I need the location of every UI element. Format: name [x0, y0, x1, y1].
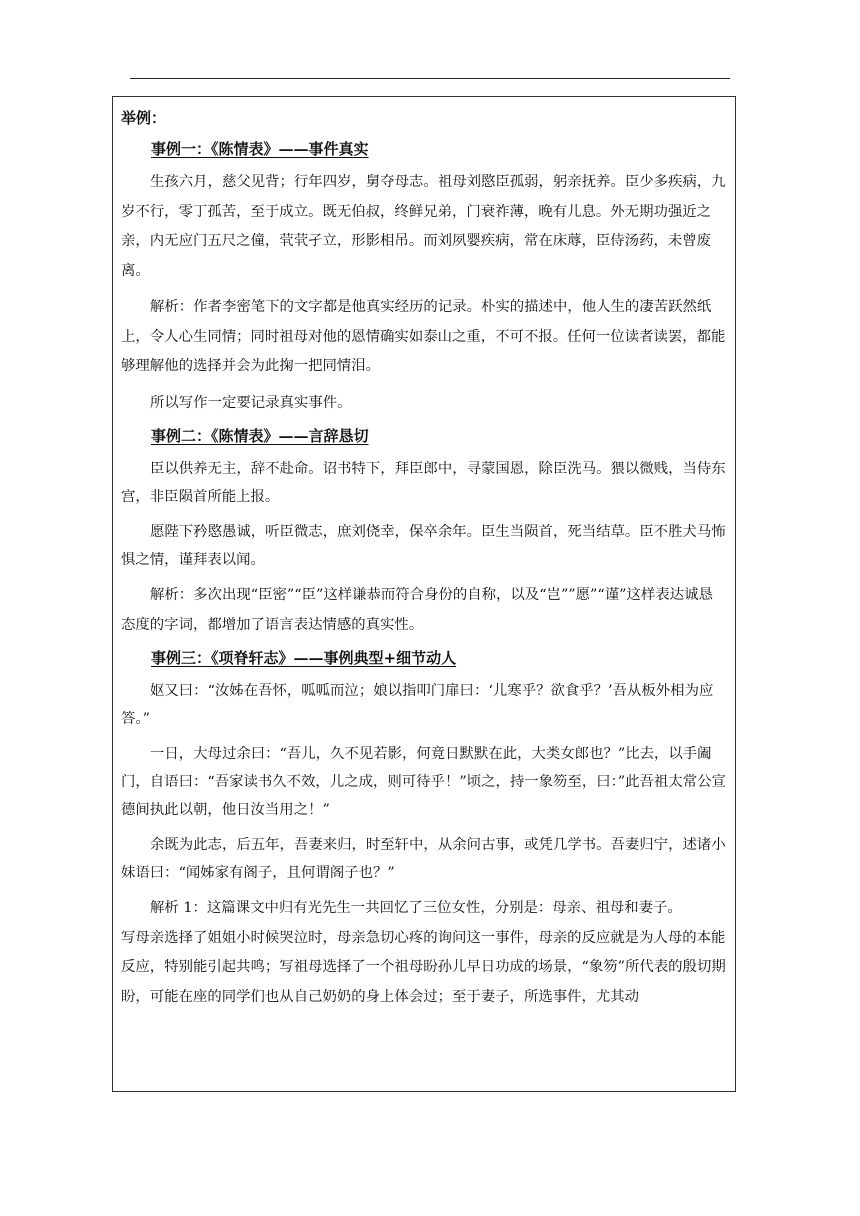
example-1-title: 事例一：《陈情表》——事件真实 [151, 140, 369, 158]
example-1-conclusion: 所以写作一定要记录真实事件。 [150, 394, 352, 411]
example-3-quote-2: 一日，大母过余曰：“吾儿，久不见若影，何竟日默默在此，大类女郎也？”比去，以手阖门，自语曰：“吾家读书久不效，儿之成，则可待乎！”顷之，持一象笏至，曰：”此吾祖太常公宣德间执此以朝，他日汝当用之！” [121, 746, 726, 818]
example-2-quote-2: 愿陛下矜愍愚诚，听臣微志，庶刘侥幸，保卒余年。臣生当陨首，死当结草。臣不胜犬马怖惧之情，谨拜表以闻。 [121, 524, 726, 568]
example-3-title: 事例三：《项脊轩志》——事例典型+细节动人 [151, 649, 457, 667]
example-1-analysis: 解析：作者李密笔下的文字都是他真实经历的记录。朴实的描述中，他人生的凄苦跃然纸上，令人心生同情；同时祖母对他的恩情确实如泰山之重，不可不报。任何一位读者读罢，都能够理解他的选择并会为此掬一把同情泪。 [121, 299, 726, 374]
example-3-quote-3: 余既为此志，后五年，吾妻来归，时至轩中，从余问古事，或凭几学书。吾妻归宁，述诸小妹语曰：“闻姊家有阁子，且何谓阁子也？” [121, 837, 726, 881]
example-1-quote: 生孩六月，慈父见背；行年四岁，舅夺母志。祖母刘愍臣孤弱，躬亲抚养。臣少多疾病，九岁不行，零丁孤苦，至于成立。既无伯叔，终鲜兄弟，门衰祚薄，晚有儿息。外无期功强近之亲，内无应门五尺之僮，茕茕孑立，形影相吊。而刘夙婴疾病，常在床蓐，臣侍汤药，未曾废离。 [121, 174, 726, 279]
example-3-analysis-rest: 写母亲选择了姐姐小时候哭泣时，母亲急切心疼的询问这一事件，母亲的反应就是为人母的本能反应，特别能引起共鸣；写祖母选择了一个祖母盼孙儿早日功成的场景，“象笏”所代表的殷切期盼，可能在座的同学们也从自己奶奶的身上体会过；至于妻子，所选事件，尤其动 [121, 929, 726, 1005]
section-heading: 举例： [121, 109, 167, 127]
example-3-analysis-first: 解析 1：这篇课文中归有光先生一共回忆了三位女性，分别是：母亲、祖母和妻子。 [150, 900, 682, 916]
example-2-quote-1: 臣以供养无主，辞不赴命。诏书特下，拜臣郎中，寻蒙国恩，除臣洗马。猥以微贱，当侍东宫，非臣陨首所能上报。 [121, 461, 726, 505]
content-frame [112, 96, 736, 1092]
header-rule [130, 78, 730, 79]
example-3-quote-1: 妪又曰：“汝姊在吾怀，呱呱而泣；娘以指叩门扉曰：‘儿寒乎？欲食乎？’吾从板外相为应答。” [121, 683, 714, 727]
content-body [121, 107, 727, 1012]
example-2-title: 事例二：《陈情表》——言辞恳切 [151, 427, 369, 445]
example-2-analysis: 解析：多次出现“臣密”“臣”这样谦恭而符合身份的自称，以及“岂””愿”“谨”这样表达诚恳态度的字词，都增加了语言表达情感的真实性。 [121, 587, 713, 633]
